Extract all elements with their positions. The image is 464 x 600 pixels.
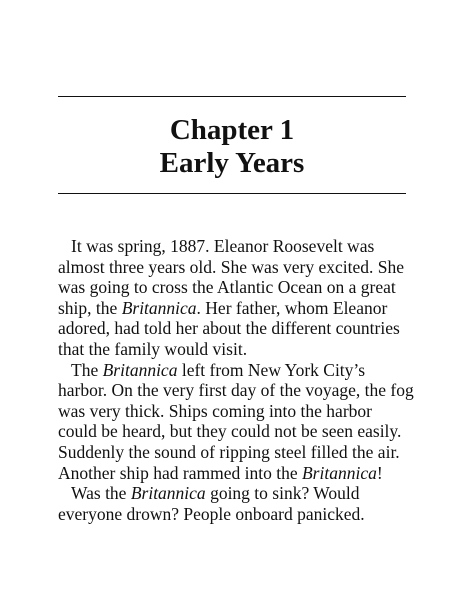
text-line [58, 421, 418, 442]
text-segment: everyone drown? People onboard panicked. [58, 503, 365, 524]
text-segment: that the family would visit. [58, 338, 248, 359]
paragraph [58, 483, 418, 524]
text-segment: . Her father, whom Eleanor [196, 297, 388, 318]
italic-ship-name: Britannica [102, 359, 178, 380]
text-segment: Suddenly the sound of ripping steel filled the air. [58, 441, 400, 462]
chapter-title: Early Years [159, 147, 305, 179]
text-line [58, 463, 418, 484]
chapter-heading [58, 114, 406, 180]
text-segment: could be heard, but they could not be seen easily. [58, 421, 402, 442]
text-segment: left from New York City’s [177, 359, 366, 380]
italic-ship-name: Britannica [301, 462, 377, 483]
text-line [58, 442, 418, 463]
text-line [58, 318, 418, 339]
text-line [58, 504, 418, 525]
text-line [58, 236, 418, 257]
chapter-number: Chapter 1 [169, 114, 295, 146]
text-line [58, 298, 418, 319]
paragraph [58, 360, 418, 484]
chapter-body-text [58, 236, 418, 524]
text-segment: almost three years old. She was very excited. She [58, 256, 405, 277]
text-segment: It was spring, 1887. Eleanor Roosevelt was [71, 236, 375, 256]
paragraph [58, 236, 418, 360]
text-segment: was very thick. Ships coming into the harbor [58, 400, 372, 421]
text-segment: Was the [71, 483, 131, 504]
italic-ship-name: Britannica [121, 297, 197, 318]
text-segment: ! [376, 462, 383, 483]
text-line [58, 483, 418, 504]
text-segment: Another ship had rammed into the [58, 462, 302, 483]
text-segment: going to sink? Would [205, 483, 360, 504]
text-line [58, 257, 418, 278]
italic-ship-name: Britannica [130, 483, 206, 504]
text-segment: The [71, 359, 103, 380]
text-line [58, 380, 418, 401]
text-line [58, 339, 418, 360]
top-divider-rule [58, 96, 406, 97]
text-line [58, 277, 418, 298]
text-segment: ship, the [58, 297, 122, 318]
bottom-divider-rule [58, 193, 406, 194]
text-segment: harbor. On the very first day of the voyage, the fog [58, 380, 414, 401]
text-segment: adored, had told her about the different countries [58, 318, 400, 339]
text-line [58, 360, 418, 381]
text-line [58, 401, 418, 422]
text-segment: was going to cross the Atlantic Ocean on a great [58, 277, 396, 298]
